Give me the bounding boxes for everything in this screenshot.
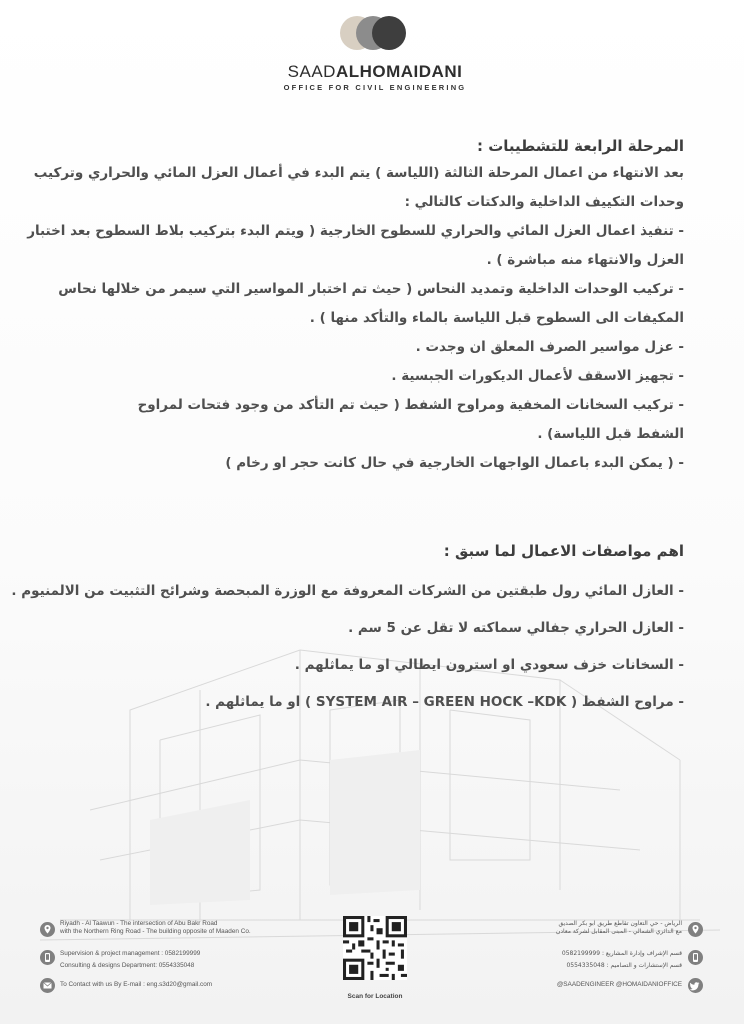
phone-icon xyxy=(40,950,55,965)
company-logo xyxy=(280,14,470,94)
logo-subtitle: OFFICE FOR CIVIL ENGINEERING xyxy=(283,83,467,92)
section2-line: - السخانات خزف سعودي او استرون ايطالي او ما يماثلهم . xyxy=(294,657,684,673)
section2-heading: اهم مواصفات الاعمال لما سبق : xyxy=(443,542,684,560)
logo-circles-icon xyxy=(340,14,410,52)
supervision-en: Supervision & project management : 0582199999 xyxy=(60,950,201,957)
location-icon xyxy=(688,922,703,937)
consulting-ar: قسم الإستشارات و التصاميم : 0554335048 xyxy=(566,962,682,969)
twitter-icon[interactable] xyxy=(688,978,703,993)
section1-line: - تركيب الوحدات الداخلية وتمديد النحاس ( حيث تم اختبار المواسير التي سيمر من خلالها نحاس xyxy=(58,281,684,297)
logo-name xyxy=(280,62,470,82)
section2-line: - مراوح الشفط ( SYSTEM AIR – GREEN HOCK –KDK ) او ما يماثلهم . xyxy=(205,694,684,710)
phone-icon xyxy=(688,950,703,965)
section1-line: - تجهيز الاسقف لأعمال الديكورات الجبسية . xyxy=(391,368,684,384)
location-icon xyxy=(40,922,55,937)
email-icon xyxy=(40,978,55,993)
section1-line: العزل والانتهاء منه مباشرة ) . xyxy=(486,252,684,268)
qr-code[interactable] xyxy=(343,916,407,980)
section1-line: - تنفيذ اعمال العزل المائي والحراري للسطوح الخارجية ( ويتم البدء بتركيب بلاط السطوح بعد اختبار xyxy=(27,223,684,239)
section-specifications xyxy=(11,537,684,721)
address-ar-line2: مع الدائري الشمالي - المبنى المقابل لشركة معادن xyxy=(555,928,682,935)
logo-name-part2: ALHOMAIDANI xyxy=(335,62,463,81)
section1-line: - تركيب السخانات المخفية ومراوح الشفط ( حيث تم التأكد من وجود فتحات لمراوح xyxy=(137,397,684,413)
address-en-line1: Riyadh - Al Taawun - The intersection of Abu Bakr Road xyxy=(60,920,218,927)
email-en[interactable]: To Contact with us By E-mail : eng.s3d20@gmail.com xyxy=(60,981,213,988)
supervision-ar: قسم الإشراف وإدارة المشاريع : 0582199999 xyxy=(561,950,682,957)
section1-line: - ( يمكن البدء باعمال الواجهات الخارجية في حال كانت حجر او رخام ) xyxy=(225,455,684,471)
section1-heading: المرحلة الرابعة للتشطيبات : xyxy=(476,137,684,155)
section1-line: المكيفات الى السطوح قبل اللياسة بالماء والتأكد منها ) . xyxy=(309,310,684,326)
section1-line: الشفط قبل اللياسة) . xyxy=(537,426,684,442)
section1-line: - عزل مواسير الصرف المعلق ان وجدت . xyxy=(415,339,684,355)
section-finishing-stage xyxy=(27,133,684,478)
section1-line: بعد الانتهاء من اعمال المرحلة الثالثة (اللياسة ) يتم البدء في أعمال العزل المائي والحراري وتركيب xyxy=(33,165,684,181)
social-handles[interactable]: @SAADENGINEER @HOMAIDANIOFFICE xyxy=(556,981,682,988)
section2-line: - العازل الحراري جفالي سماكته لا تقل عن 5 سم . xyxy=(348,620,684,636)
consulting-en: Consulting & designs Department: 0554335048 xyxy=(60,962,195,969)
section1-line: وحدات التكييف الداخلية والدكتات كالتالي : xyxy=(404,194,684,210)
section2-line: - العازل المائي رول طبقتين من الشركات المعروفة مع الوزرة المبحصة وشرائح التثبيت من الالمنيوم . xyxy=(11,583,684,599)
logo-name-part1: SAAD xyxy=(287,62,336,81)
qr-caption: Scan for Location xyxy=(347,993,403,1000)
address-en-line2: with the Northern Ring Road - The building opposite of Maaden Co. xyxy=(60,928,251,935)
address-ar-line1: الرياض - حي التعاون تقاطع طريق ابو بكر الصديق xyxy=(558,920,682,927)
